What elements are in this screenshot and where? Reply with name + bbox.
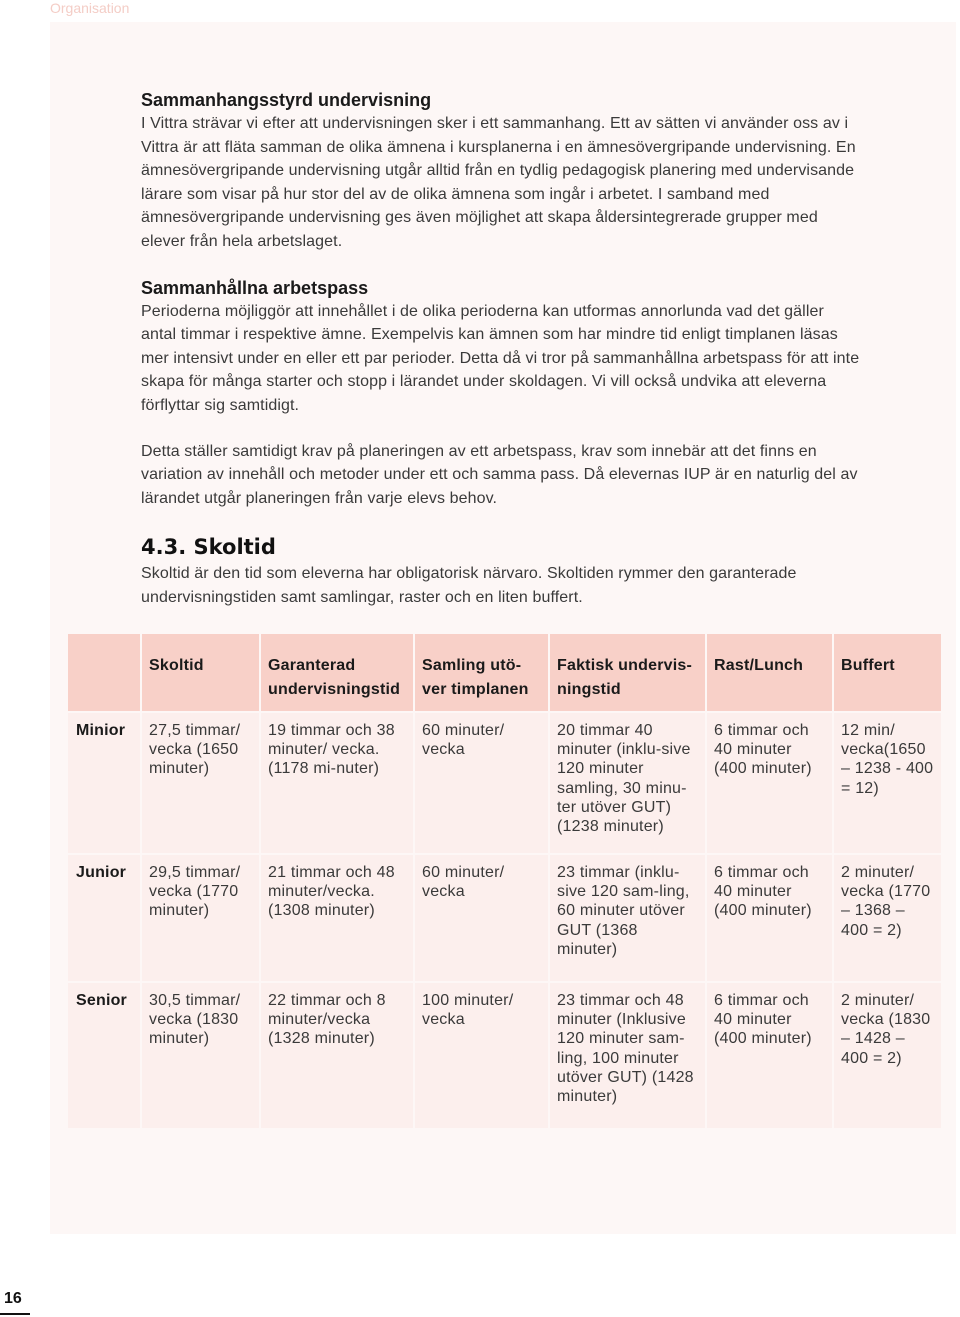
table-cell: 60 minuter/ vecka: [415, 713, 548, 853]
table-row-label: Junior: [68, 855, 140, 981]
table-cell: 20 timmar 40 minuter (inklu-sive 120 minuter samling, 30 minu-ter utöver GUT) (1238 minuter): [550, 713, 705, 853]
table-cell: 2 minuter/ vecka (1770 – 1368 – 400 = 2): [834, 855, 941, 981]
skoltid-table: [68, 634, 937, 1128]
section-body-skoltid: Skoltid är den tid som eleverna har obligatorisk närvaro. Skoltiden rymmer den garanterade undervisningstiden samt samlingar, raster och en liten buffert.: [141, 565, 797, 606]
table-cell: 2 minuter/ vecka (1830 – 1428 – 400 = 2): [834, 983, 941, 1128]
table-header-cell: [68, 634, 140, 711]
table-row-label: Senior: [68, 983, 140, 1128]
table-cell: 23 timmar och 48 minuter (Inklusive 120 minuter sam-ling, 100 minuter utöver GUT) (1428 minuter): [550, 983, 705, 1128]
table-cell: 27,5 timmar/ vecka (1650 minuter): [142, 713, 259, 853]
table-cell: 22 timmar och 8 minuter/vecka (1328 minuter): [261, 983, 413, 1128]
section-body-sammanhangsstyrd: I Vittra strävar vi efter att undervisningen sker i ett sammanhang. Ett av sätten vi använder oss av i Vittra är att fläta samman de olika ämnena i kursplanerna i en ämnesövergripande undervisning. En ämnesövergripande undervisning utgår alltid från en tydlig pedagogisk planering med undervisande lärare som visar på hur stor del av de olika ämnena som ingår i arbetet. I samband med ämnesövergripande undervisning ges även möjlighet att skapa åldersintegrerade grupper med elever från hela arbetslaget.: [141, 115, 856, 250]
table-header-cell: Faktisk undervis-ningstid: [550, 634, 705, 711]
table-header-cell: Samling utö-ver timplanen: [415, 634, 548, 711]
main-content: [141, 88, 861, 610]
section-title-arbetspass: Sammanhållna arbetspass: [141, 277, 369, 298]
table-cell: 6 timmar och 40 minuter (400 minuter): [707, 713, 832, 853]
section-body-arbetspass-1: Perioderna möjliggör att innehållet i de olika perioderna kan utformas annorlunda vad det gäller antal timmar i respektive ämne. Exempelvis kan ämnen som har mindre tid enligt timplanen läsas mer intensivt under en eller ett par perioder. Detta då vi tror på sammanhållna arbetspass för att inte skapa för många starter och stopp i lärandet under skoldagen. Vi vill också undvika att eleverna förflyttar sig samtidigt.: [141, 302, 860, 414]
table-cell: 6 timmar och 40 minuter (400 minuter): [707, 855, 832, 981]
table-header-cell: Skoltid: [142, 634, 259, 711]
table-cell: 19 timmar och 38 minuter/ vecka. (1178 mi-nuter): [261, 713, 413, 853]
table-cell: 6 timmar och 40 minuter (400 minuter): [707, 983, 832, 1128]
table-header-cell: Garanterad undervisningstid: [261, 634, 413, 711]
page-number: 16: [4, 1290, 22, 1307]
running-head: Organisation: [50, 0, 130, 16]
table-cell: 23 timmar (inklu-sive 120 sam-ling, 60 minuter utöver GUT (1368 minuter): [550, 855, 705, 981]
section-title-sammanhangsstyrd: Sammanhangsstyrd undervisning: [141, 90, 432, 110]
section-title-skoltid: 4.3. Skoltid: [141, 535, 276, 560]
table-cell: 60 minuter/ vecka: [415, 855, 548, 981]
section-body-arbetspass-2: Detta ställer samtidigt krav på planeringen av ett arbetspass, krav som innebär att det finns en variation av innehåll och metoder under ett och samma pass. Då elevernas IUP är en naturlig del av lärandet utgår planeringen från varje elevs behov.: [141, 442, 858, 507]
table-cell: 30,5 timmar/ vecka (1830 minuter): [142, 983, 259, 1128]
table-cell: 100 minuter/ vecka: [415, 983, 548, 1128]
table-cell: 29,5 timmar/ vecka (1770 minuter): [142, 855, 259, 981]
table-cell: 21 timmar och 48 minuter/vecka. (1308 minuter): [261, 855, 413, 981]
table-row-label: Minior: [68, 713, 140, 853]
page-number-rule: [0, 1313, 30, 1315]
table-cell: 12 min/ vecka(1650 – 1238 - 400 = 12): [834, 713, 941, 853]
table-header-cell: Buffert: [834, 634, 941, 711]
table-header-cell: Rast/Lunch: [707, 634, 832, 711]
